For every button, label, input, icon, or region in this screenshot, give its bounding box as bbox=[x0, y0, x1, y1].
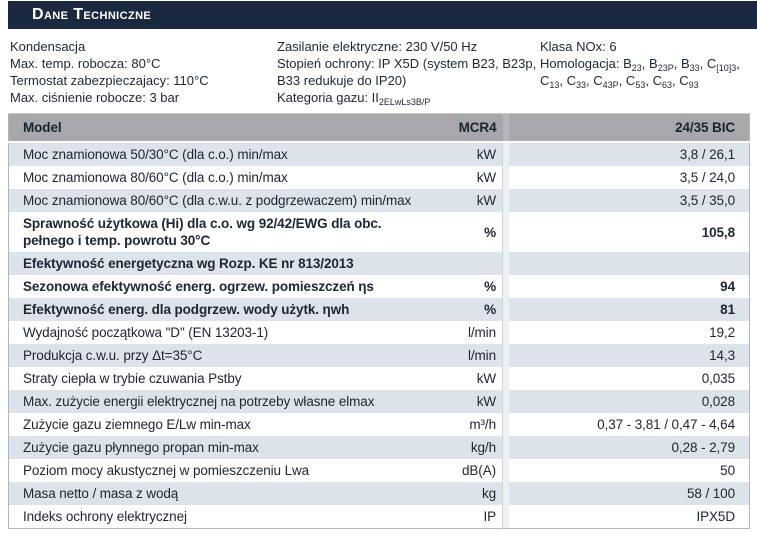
table-row bbox=[9, 436, 750, 459]
unit-cell: kW bbox=[423, 166, 503, 189]
homologation-list: $B_{23}$, $B_{23P}$, $B_{33}$, $C_{[10]3}$, $C_{13}$, $C_{33}$, $C_{43P}$, $C_{53}$, $C_{63}$, $C_{93}$ bbox=[540, 56, 740, 90]
unit-cell: l/min bbox=[423, 344, 503, 367]
homologation-code-subscript: 93 bbox=[688, 80, 699, 90]
table-row bbox=[9, 212, 750, 252]
spec-table-header bbox=[9, 114, 750, 143]
unit-cell: % bbox=[423, 275, 503, 298]
unit-cell: l/min bbox=[423, 321, 503, 344]
homologation-code: $C_{63}$ bbox=[652, 73, 672, 90]
spec-label-cell: Sezonowa efektywność energ. ogrzew. pomieszczeń ηs bbox=[9, 275, 423, 298]
spec-label-cell: Sprawność użytkowa (Hi) dla c.o. wg 92/42/EWG dla obc. pełnego i temp. powrotu 30°C bbox=[9, 212, 423, 252]
table-row bbox=[9, 275, 750, 298]
spec-homologation bbox=[540, 55, 750, 89]
spec-label-cell: Straty ciepła w trybie czuwania Pstby bbox=[9, 367, 423, 390]
unit-cell: % bbox=[423, 212, 503, 252]
unit-cell: kW bbox=[423, 142, 503, 166]
homologation-code: $C_{13}$ bbox=[540, 73, 560, 90]
value-cell: 50 bbox=[509, 459, 750, 482]
homologation-code: $C_{43P}$ bbox=[593, 73, 619, 90]
spec-power-supply: Zasilanie elektryczne: 230 V/50 Hz bbox=[277, 39, 478, 54]
unit-cell: m³/h bbox=[423, 413, 503, 436]
spec-gas-category bbox=[277, 89, 540, 106]
spec-table-body bbox=[9, 142, 750, 529]
unit-cell: kg/h bbox=[423, 436, 503, 459]
homologation-code: $C_{53}$ bbox=[625, 73, 646, 90]
unit-cell: kW bbox=[423, 189, 503, 212]
unit-cell: kg bbox=[423, 482, 503, 505]
homologation-code: $B_{23P}$ bbox=[649, 56, 674, 73]
spec-label-cell: Moc znamionowa 50/30°C (dla c.o.) min/max bbox=[9, 142, 423, 166]
spec-protection-rating: Stopień ochrony: IP X5D (system B23, B23p, B33 redukuje do IP20) bbox=[277, 56, 537, 88]
homologation-prefix: Homologacja: bbox=[540, 56, 624, 71]
gas-category-prefix: Kategoria gazu: II bbox=[277, 90, 379, 105]
spec-label-cell: Zużycie gazu płynnego propan min-max bbox=[9, 436, 423, 459]
spec-label-cell: Efektywność energ. dla podgrzew. wody użytk. ηwh bbox=[9, 298, 423, 321]
section-title-bar bbox=[8, 1, 757, 29]
unit-cell: kW bbox=[423, 390, 503, 413]
value-cell: 58 / 100 bbox=[509, 482, 750, 505]
homologation-code-subscript: [10]3 bbox=[716, 63, 737, 73]
unit-cell: IP bbox=[423, 505, 503, 529]
table-row bbox=[9, 367, 750, 390]
value-cell: 81 bbox=[509, 298, 750, 321]
homologation-code: $B_{23}$ bbox=[623, 56, 642, 73]
table-row bbox=[9, 166, 750, 189]
unit-cell: dB(A) bbox=[423, 459, 503, 482]
spec-label-cell: Masa netto / masa z wodą bbox=[9, 482, 423, 505]
homologation-code-subscript: 63 bbox=[661, 80, 672, 90]
homologation-code: $C_{93}$ bbox=[679, 73, 699, 90]
value-cell: 3,5 / 24,0 bbox=[509, 166, 750, 189]
table-row bbox=[9, 413, 750, 436]
spec-label-cell: Max. zużycie energii elektrycznej na potrzeby własne elmax bbox=[9, 390, 423, 413]
table-row bbox=[9, 505, 750, 529]
table-row bbox=[9, 321, 750, 344]
gas-category-subscript: 2ELwLs3B/P bbox=[378, 97, 431, 107]
spec-label-cell: Indeks ochrony elektrycznej bbox=[9, 505, 423, 529]
header-series: MCR4 bbox=[423, 114, 503, 143]
homologation-code-subscript: 13 bbox=[549, 80, 560, 90]
header-model: Model bbox=[9, 114, 423, 143]
homologation-code-subscript: 23P bbox=[657, 63, 674, 73]
value-cell: 0,028 bbox=[509, 390, 750, 413]
value-cell: 14,3 bbox=[509, 344, 750, 367]
table-row bbox=[9, 344, 750, 367]
homologation-code-subscript: 53 bbox=[635, 80, 646, 90]
spec-max-working-temp: Max. temp. robocza: 80°C bbox=[10, 56, 161, 71]
spec-label-cell: Poziom mocy akustycznej w pomieszczeniu Lwa bbox=[9, 459, 423, 482]
spec-safety-thermostat: Termostat zabezpieczajacy: 110°C bbox=[10, 73, 209, 88]
table-row bbox=[9, 459, 750, 482]
homologation-code: $C_{[10]3}$ bbox=[706, 56, 737, 73]
value-cell: 19,2 bbox=[509, 321, 750, 344]
homologation-code-subscript: 23 bbox=[631, 63, 642, 73]
value-cell: IPX5D bbox=[509, 505, 750, 529]
spec-label-cell: Efektywność energetyczna wg Rozp. KE nr 813/2013 bbox=[9, 252, 423, 275]
spec-label-cell: Zużycie gazu ziemnego E/Lw min-max bbox=[9, 413, 423, 436]
table-row bbox=[9, 142, 750, 166]
intro-column-certification bbox=[540, 38, 750, 106]
homologation-code-subscript: 33 bbox=[576, 80, 587, 90]
page-title: Dane Techniczne bbox=[32, 6, 152, 23]
spec-condensation: Kondensacja bbox=[10, 39, 86, 54]
value-cell: 3,5 / 35,0 bbox=[509, 189, 750, 212]
header-variant: 24/35 BIC bbox=[509, 114, 750, 143]
value-cell: 0,37 - 3,81 / 0,47 - 4,64 bbox=[509, 413, 750, 436]
table-row bbox=[9, 189, 750, 212]
table-row bbox=[9, 298, 750, 321]
spec-table bbox=[8, 113, 750, 529]
spec-label-cell: Moc znamionowa 80/60°C (dla c.o.) min/max bbox=[9, 166, 423, 189]
unit-cell: % bbox=[423, 298, 503, 321]
homologation-code: $C_{33}$ bbox=[566, 73, 587, 90]
spec-label-cell: Wydajność początkowa "D" (EN 13203-1) bbox=[9, 321, 423, 344]
intro-column-general bbox=[10, 38, 277, 106]
spec-nox-class: Klasa NOx: 6 bbox=[540, 39, 617, 54]
value-cell bbox=[509, 252, 750, 275]
value-cell: 94 bbox=[509, 275, 750, 298]
table-row bbox=[9, 482, 750, 505]
homologation-code-subscript: 43P bbox=[602, 80, 619, 90]
unit-cell: kW bbox=[423, 367, 503, 390]
header-row bbox=[9, 114, 750, 143]
homologation-code-subscript: 33 bbox=[689, 63, 700, 73]
spec-label-cell: Produkcja c.w.u. przy Δt=35°C bbox=[9, 344, 423, 367]
spec-max-working-pressure: Max. ciśnienie robocze: 3 bar bbox=[10, 90, 180, 105]
intro-column-electrical bbox=[277, 38, 540, 106]
unit-cell bbox=[423, 252, 503, 275]
homologation-code: $B_{33}$ bbox=[680, 56, 700, 73]
spec-label-cell: Moc znamionowa 80/60°C (dla c.w.u. z podgrzewaczem) min/max bbox=[9, 189, 423, 212]
value-cell: 3,8 / 26,1 bbox=[509, 142, 750, 166]
value-cell: 0,28 - 2,79 bbox=[509, 436, 750, 459]
intro-specs bbox=[10, 38, 757, 106]
table-row bbox=[9, 252, 750, 275]
value-cell: 105,8 bbox=[509, 212, 750, 252]
value-cell: 0,035 bbox=[509, 367, 750, 390]
table-row bbox=[9, 390, 750, 413]
